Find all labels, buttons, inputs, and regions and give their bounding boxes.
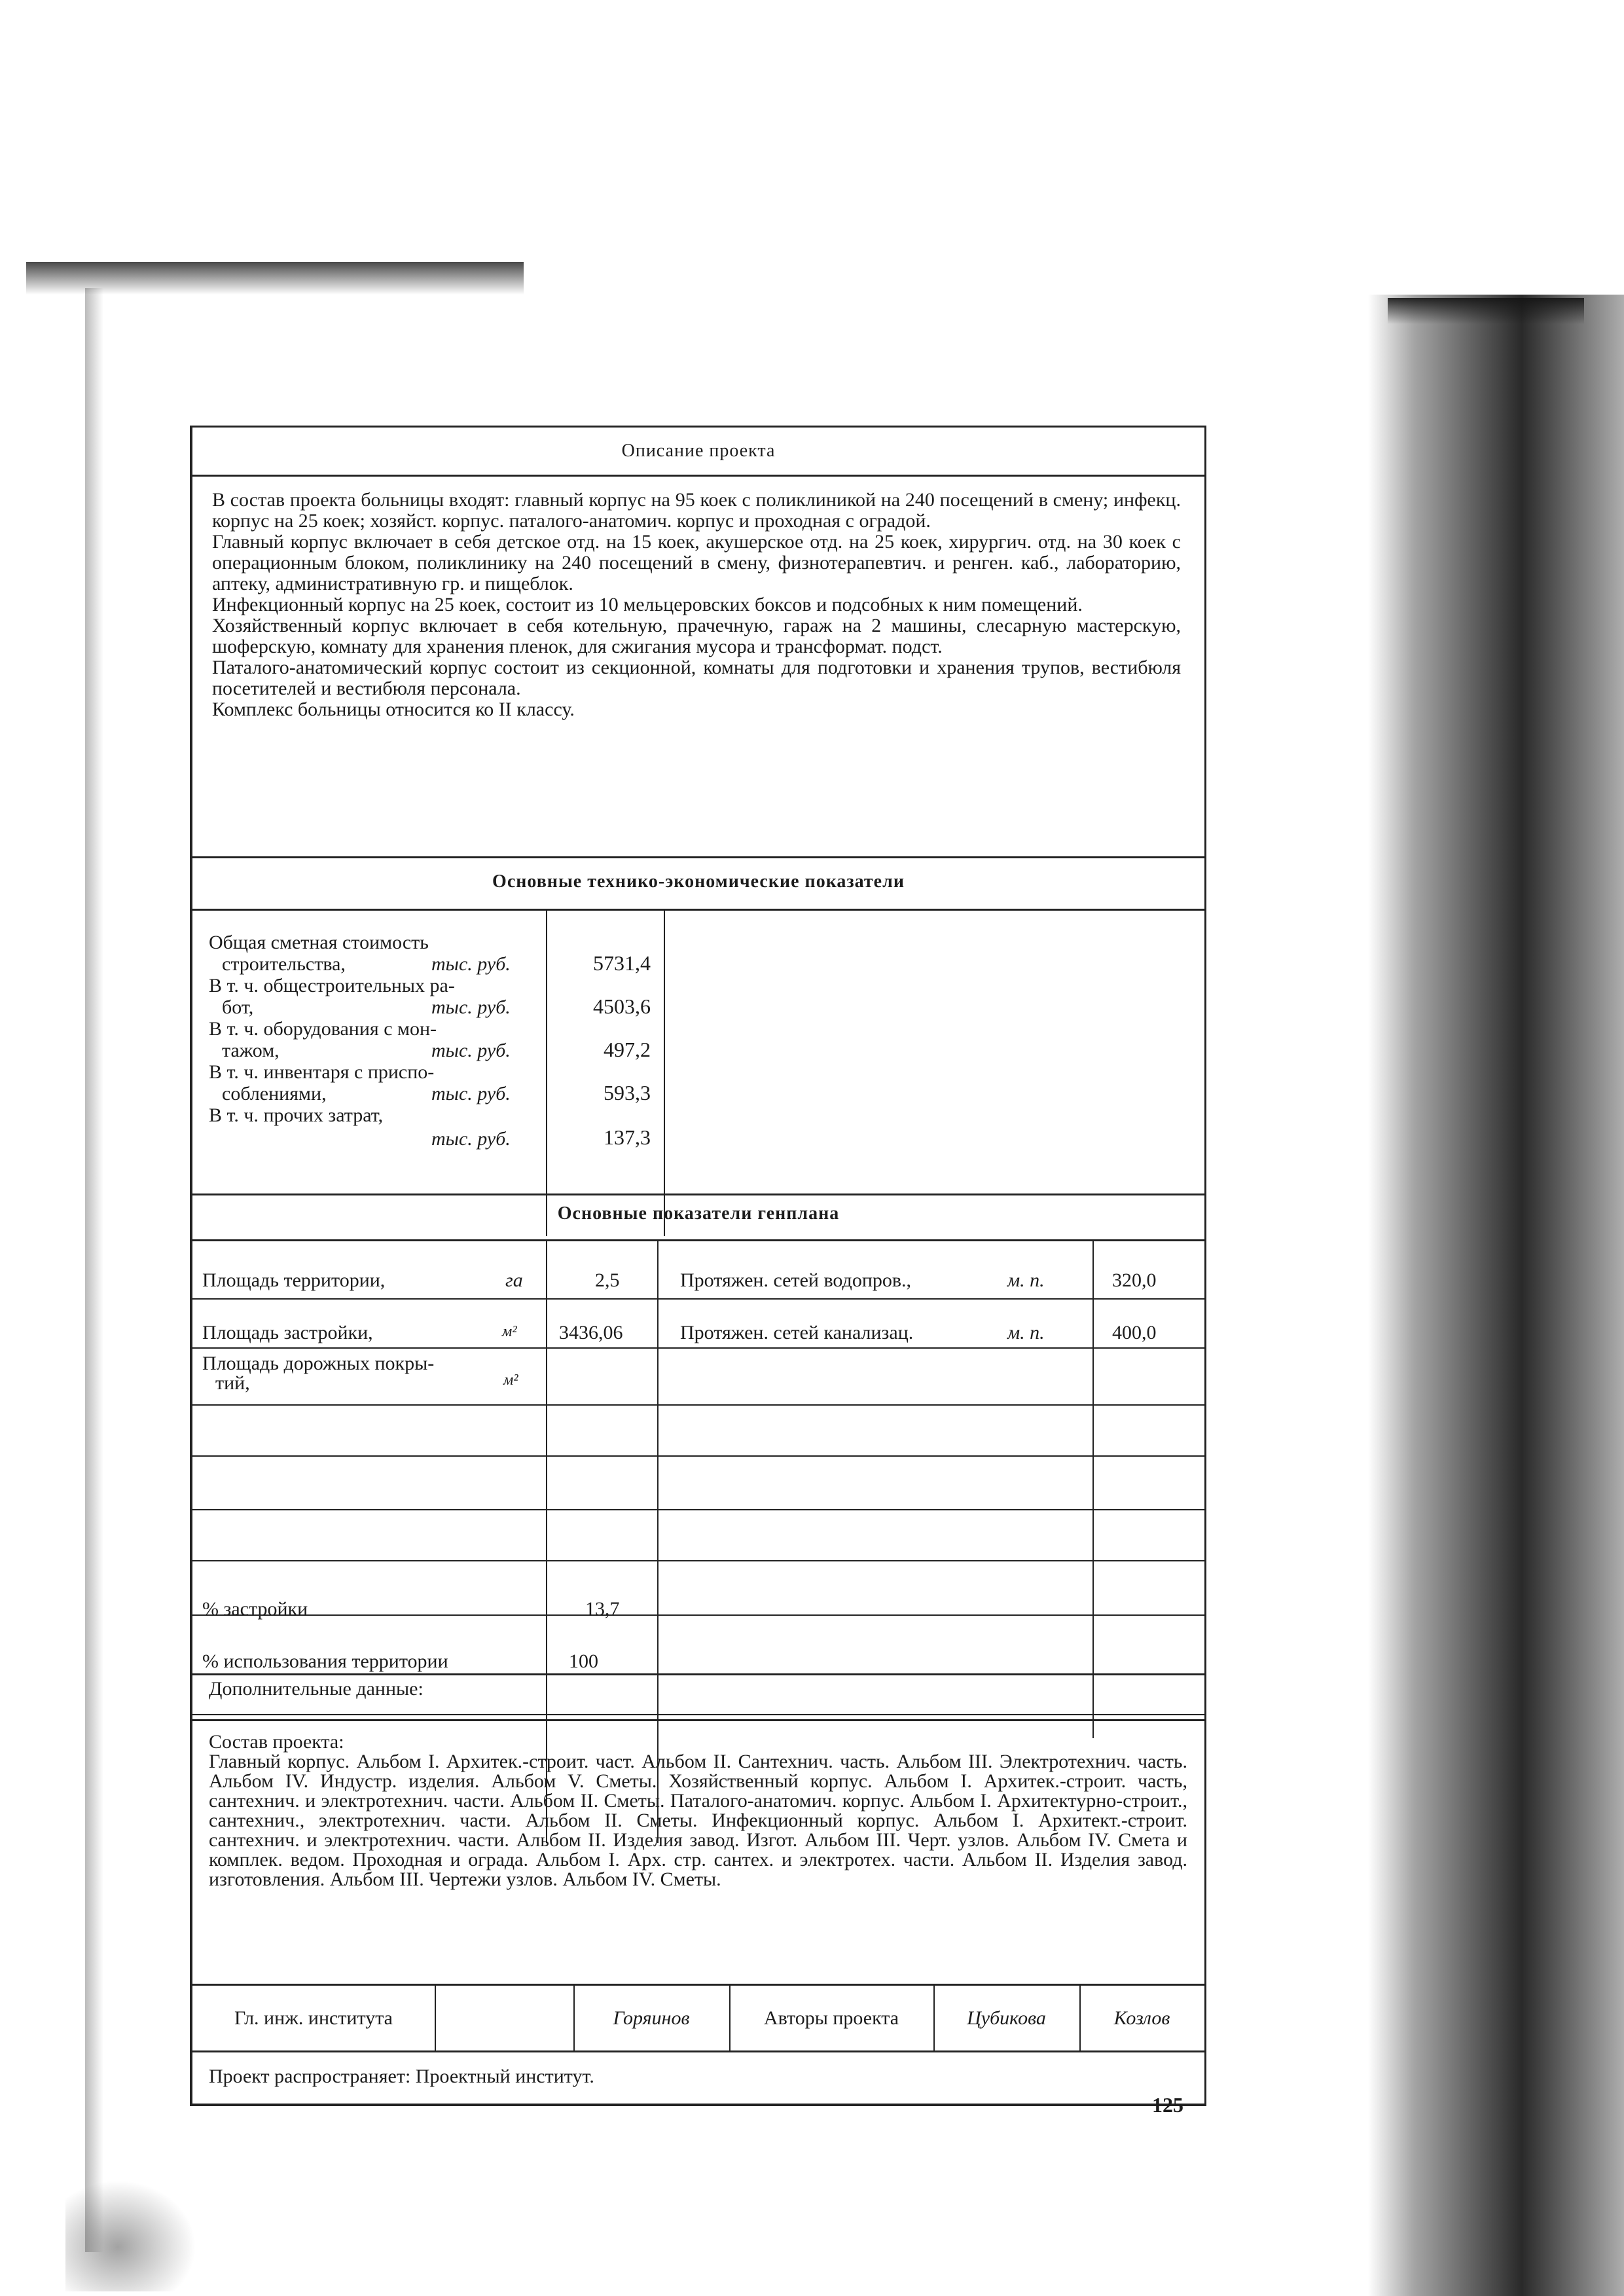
genplan-label: Протяжен. сетей водопров.,	[680, 1269, 912, 1291]
cost-label: В т. ч. инвентаря с приспо-	[209, 1061, 435, 1083]
author-name: Козлов	[1113, 2007, 1170, 2029]
divider	[192, 909, 1204, 911]
composition-title: Состав проекта:	[209, 1731, 344, 1753]
genplan-label: % использования территории	[202, 1650, 448, 1672]
cost-label: Общая сметная стоимость	[209, 932, 429, 953]
cost-label: В т. ч. общестроительных ра-	[209, 975, 455, 996]
description-title: Описание проекта	[621, 441, 776, 461]
description-text	[212, 490, 1181, 720]
project-sheet	[190, 426, 1206, 2106]
genplan-label: Площадь застройки,	[202, 1322, 373, 1343]
description-paragraph: Инфекционный корпус на 25 коек, состоит из 10 мельцеровских боксов и подсобных к ним помещений.	[212, 594, 1083, 615]
description-paragraph: Главный корпус включает в себя детское отд. на 15 коек, акушерское отд. на 25 коек, хирургич. отд. на 30 коек с операционным блоком, поликлинику на 240 посещений в смену, физнотерапевтич. и ренген. каб., лабораторию, аптеку, административную гр. и пищеблок.	[212, 531, 1181, 594]
scan-shadow-right-top	[1388, 298, 1584, 324]
column-rule	[435, 1985, 436, 2050]
cost-value: 593,3	[604, 1081, 651, 1104]
row-rule	[192, 1560, 1204, 1561]
cost-unit: тыс. руб.	[431, 1128, 511, 1150]
genplan-unit: м²	[503, 1372, 518, 1389]
cost-value: 497,2	[604, 1038, 651, 1061]
genplan-unit: м. п.	[1007, 1269, 1045, 1291]
distribution-note: Проект распространяет: Проектный институт.	[209, 2066, 594, 2087]
genplan-label: тий,	[215, 1372, 250, 1394]
description-paragraph: Паталого-анатомический корпус состоит из секционной, комнаты для подготовки и хранения трупов, вестибюля посетителей и вестибюля персонала.	[212, 657, 1181, 699]
indicators-title: Основные технико-экономические показатели	[492, 871, 905, 892]
column-rule	[1092, 1241, 1094, 1738]
cost-unit: тыс. руб.	[431, 996, 511, 1018]
divider	[192, 1239, 1204, 1241]
genplan-value: 13,7	[585, 1598, 620, 1620]
cost-value: 137,3	[604, 1125, 651, 1149]
genplan-value: 320,0	[1112, 1269, 1157, 1291]
scan-shadow-left	[85, 288, 103, 2252]
genplan-value: 400,0	[1112, 1322, 1157, 1343]
cost-value: 5731,4	[593, 951, 651, 975]
cost-label: В т. ч. оборудования с мон-	[209, 1018, 437, 1040]
row-rule	[192, 1404, 1204, 1406]
column-rule	[664, 910, 665, 1236]
row-rule	[192, 1455, 1204, 1457]
page-number: 125	[1152, 2093, 1183, 2117]
divider	[192, 1194, 1204, 1195]
row-rule	[192, 1347, 1204, 1349]
authors-label: Авторы проекта	[763, 2007, 899, 2029]
description-paragraph: Комплекс больницы относится ко II классу.	[212, 699, 575, 720]
cost-label: строительства,	[222, 953, 346, 975]
cost-unit: тыс. руб.	[431, 1040, 511, 1061]
genplan-value: 3436,06	[559, 1322, 623, 1343]
scan-shadow-right	[1368, 295, 1624, 2296]
genplan-label: Протяжен. сетей канализац.	[680, 1322, 914, 1343]
genplan-unit: м²	[502, 1323, 517, 1340]
genplan-label: Площадь дорожных покры-	[202, 1353, 435, 1374]
genplan-title: Основные показатели генплана	[557, 1203, 840, 1224]
chief-engineer-name: Горяинов	[613, 2007, 690, 2029]
cost-label: В т. ч. прочих затрат,	[209, 1104, 384, 1126]
divider	[192, 1984, 1204, 1986]
row-rule	[192, 1509, 1204, 1510]
genplan-value: 2,5	[595, 1269, 620, 1291]
composition-text: Главный корпус. Альбом I. Архитек.-строит. част. Альбом II. Сантехнич. часть. Альбом III. Электротехнич. часть. Альбом IV. Индустр. изделия. Альбом V. Сметы. Хозяйственный корпус. Альбом I. Архитек.-строит. часть, сантехнич. и электротехнич. части. Альбом II. Сметы. Паталого-анатомич. корпус. Альбом I. Архитектурно-строит., сантехнич., электротехнич. части. Альбом II. Сметы. Инфекционный корпус. Альбом I. Архитект.-строит. сантехнич. и электротехнич. части. Альбом II. Изделия завод. Изгот. Альбом III. Черт. узлов. Альбом IV. Смета и комплек. ведом. Проходная и ограда. Альбом I. Арх. стр. сантех. и электротех. части. Альбом II. Изделия завод. изготовления. Альбом III. Чертежи узлов. Альбом IV. Сметы.	[209, 1751, 1187, 1890]
row-rule	[192, 1614, 1204, 1616]
description-paragraph: Хозяйственный корпус включает в себя котельную, прачечную, гараж на 2 машины, слесарную мастерскую, шоферскую, комнату для хранения пленок, для сжигания мусора и трансформат. подст.	[212, 615, 1181, 657]
genplan-label: % застройки	[202, 1598, 308, 1620]
cost-label: бот,	[222, 996, 254, 1018]
genplan-unit: м. п.	[1007, 1322, 1045, 1343]
divider	[192, 1714, 1204, 1715]
scan-shadow-bottom	[65, 2180, 196, 2291]
cost-unit: тыс. руб.	[431, 953, 511, 975]
chief-engineer-label: Гл. инж. института	[234, 2007, 393, 2029]
divider	[192, 856, 1204, 858]
genplan-label: Площадь территории,	[202, 1269, 386, 1291]
row-rule	[192, 1298, 1204, 1300]
divider	[192, 1719, 1204, 1721]
cost-label: соблениями,	[222, 1083, 327, 1104]
divider	[192, 2050, 1204, 2052]
cost-value: 4503,6	[593, 994, 651, 1018]
divider	[192, 1673, 1204, 1675]
cost-unit: тыс. руб.	[431, 1083, 511, 1104]
description-paragraph: В состав проекта больницы входят: главный корпус на 95 коек с поликлиникой на 240 посещений в смену; инфекц. корпус на 25 коек; хозяйст. корпус. паталого-анатомич. корпус и проходная с оградой.	[212, 489, 1181, 532]
author-name: Цубикова	[967, 2007, 1046, 2029]
cost-label: тажом,	[222, 1040, 280, 1061]
additional-label: Дополнительные данные:	[209, 1678, 424, 1700]
divider	[192, 475, 1204, 477]
genplan-value: 100	[569, 1650, 598, 1672]
genplan-unit: га	[505, 1269, 523, 1291]
